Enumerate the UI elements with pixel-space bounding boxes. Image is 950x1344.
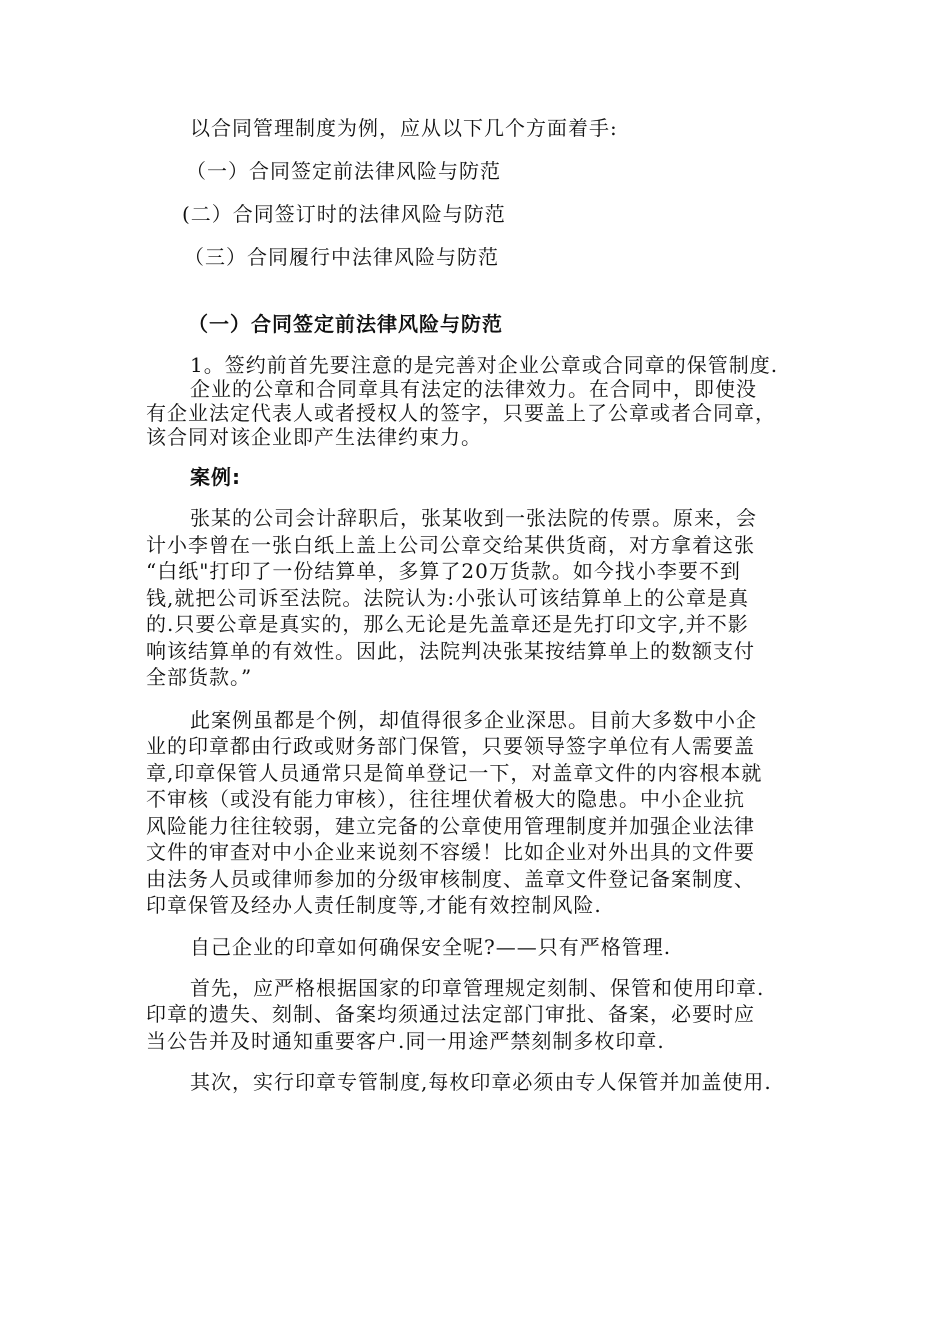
toc-item-1: （一）合同签定前法律风险与防范 bbox=[186, 159, 501, 183]
analysis-line-5: 风险能力往往较弱，建立完备的公章使用管理制度并加强企业法律 bbox=[146, 813, 755, 838]
case-line-6: 响该结算单的有效性。因此，法院判决张某按结算单上的数额支付 bbox=[146, 638, 755, 663]
toc-list bbox=[146, 116, 812, 269]
first-line-2: 印章的遗失、刻制、备案均须通过法定部门审批、备案，必要时应 bbox=[146, 1002, 755, 1026]
analysis-line-2: 业的印章都由行政或财务部门保管，只要领导签字单位有人需要盖 bbox=[146, 734, 755, 758]
case-line-4: 钱,就把公司诉至法院。法院认为:小张认可该结算单上的公章是真 bbox=[146, 585, 750, 610]
analysis-line-1: 此案例虽都是个例，却值得很多企业深思。目前大多数中小企 bbox=[190, 707, 757, 732]
point1-line-2: 有企业法定代表人或者授权人的签字，只要盖上了公章或者合同章， bbox=[146, 401, 776, 425]
case-label: 案例: bbox=[190, 465, 241, 489]
second-paragraph bbox=[146, 1070, 812, 1094]
case-line-5: 的.只要公章是真实的，那么无论是先盖章还是先打印文字,并不影 bbox=[146, 612, 749, 636]
analysis-line-6: 文件的审查对中小企业来说刻不容缓！比如企业对外出具的文件要 bbox=[146, 840, 755, 864]
toc-item-2: (二）合同签订时的法律风险与防范 bbox=[182, 202, 506, 226]
case-line-3: “白纸"打印了一份结算单，多算了20万货款。如今找小李要不到 bbox=[146, 559, 741, 583]
analysis-paragraph bbox=[146, 707, 812, 919]
analysis-line-3: 章,印章保管人员通常只是简单登记一下，对盖章文件的内容根本就 bbox=[146, 760, 763, 785]
analysis-line-4: 不审核（或没有能力审核），往往埋伏着极大的隐患。中小企业抗 bbox=[146, 787, 745, 811]
first-line-3: 当公告并及时通知重要客户.同一用途严禁刻制多枚印章. bbox=[146, 1028, 665, 1053]
question-line: 自己企业的印章如何确保安全呢?——只有严格管理. bbox=[190, 934, 672, 959]
case-line-7: 全部货款。” bbox=[146, 665, 253, 689]
toc-item-3: （三）合同履行中法律风险与防范 bbox=[184, 245, 499, 269]
point1-line-1: 企业的公章和合同章具有法定的法律效力。在合同中，即使没 bbox=[190, 377, 757, 401]
analysis-line-7: 由法务人员或律师参加的分级审核制度、盖章文件登记备案制度、 bbox=[146, 866, 755, 891]
analysis-line-8: 印章保管及经办人责任制度等,才能有效控制风险. bbox=[146, 893, 602, 917]
case-paragraph bbox=[146, 505, 812, 691]
question-paragraph bbox=[146, 935, 812, 959]
case-line-1: 张某的公司会计辞职后，张某收到一张法院的传票。原来，会 bbox=[190, 506, 757, 530]
second-line: 其次，实行印章专管制度,每枚印章必须由专人保管并加盖使用. bbox=[190, 1070, 772, 1094]
case-line-2: 计小李曾在一张白纸上盖上公司公章交给某供货商，对方拿着这张 bbox=[146, 532, 755, 557]
point1-line-3: 该合同对该企业即产生法律约束力。 bbox=[146, 425, 482, 449]
first-line-1: 首先，应严格根据国家的印章管理规定刻制、保管和使用印章. bbox=[190, 975, 765, 1000]
document-page bbox=[146, 116, 812, 1094]
point1-title: 1。签约前首先要注意的是完善对企业公章或合同章的保管制度. bbox=[190, 353, 779, 377]
intro-text: 以合同管理制度为例，应从以下几个方面着手: bbox=[190, 116, 618, 140]
section-heading: （一）合同签定前法律风险与防范 bbox=[188, 312, 503, 336]
first-paragraph bbox=[146, 975, 812, 1055]
point1-paragraph bbox=[146, 353, 812, 449]
